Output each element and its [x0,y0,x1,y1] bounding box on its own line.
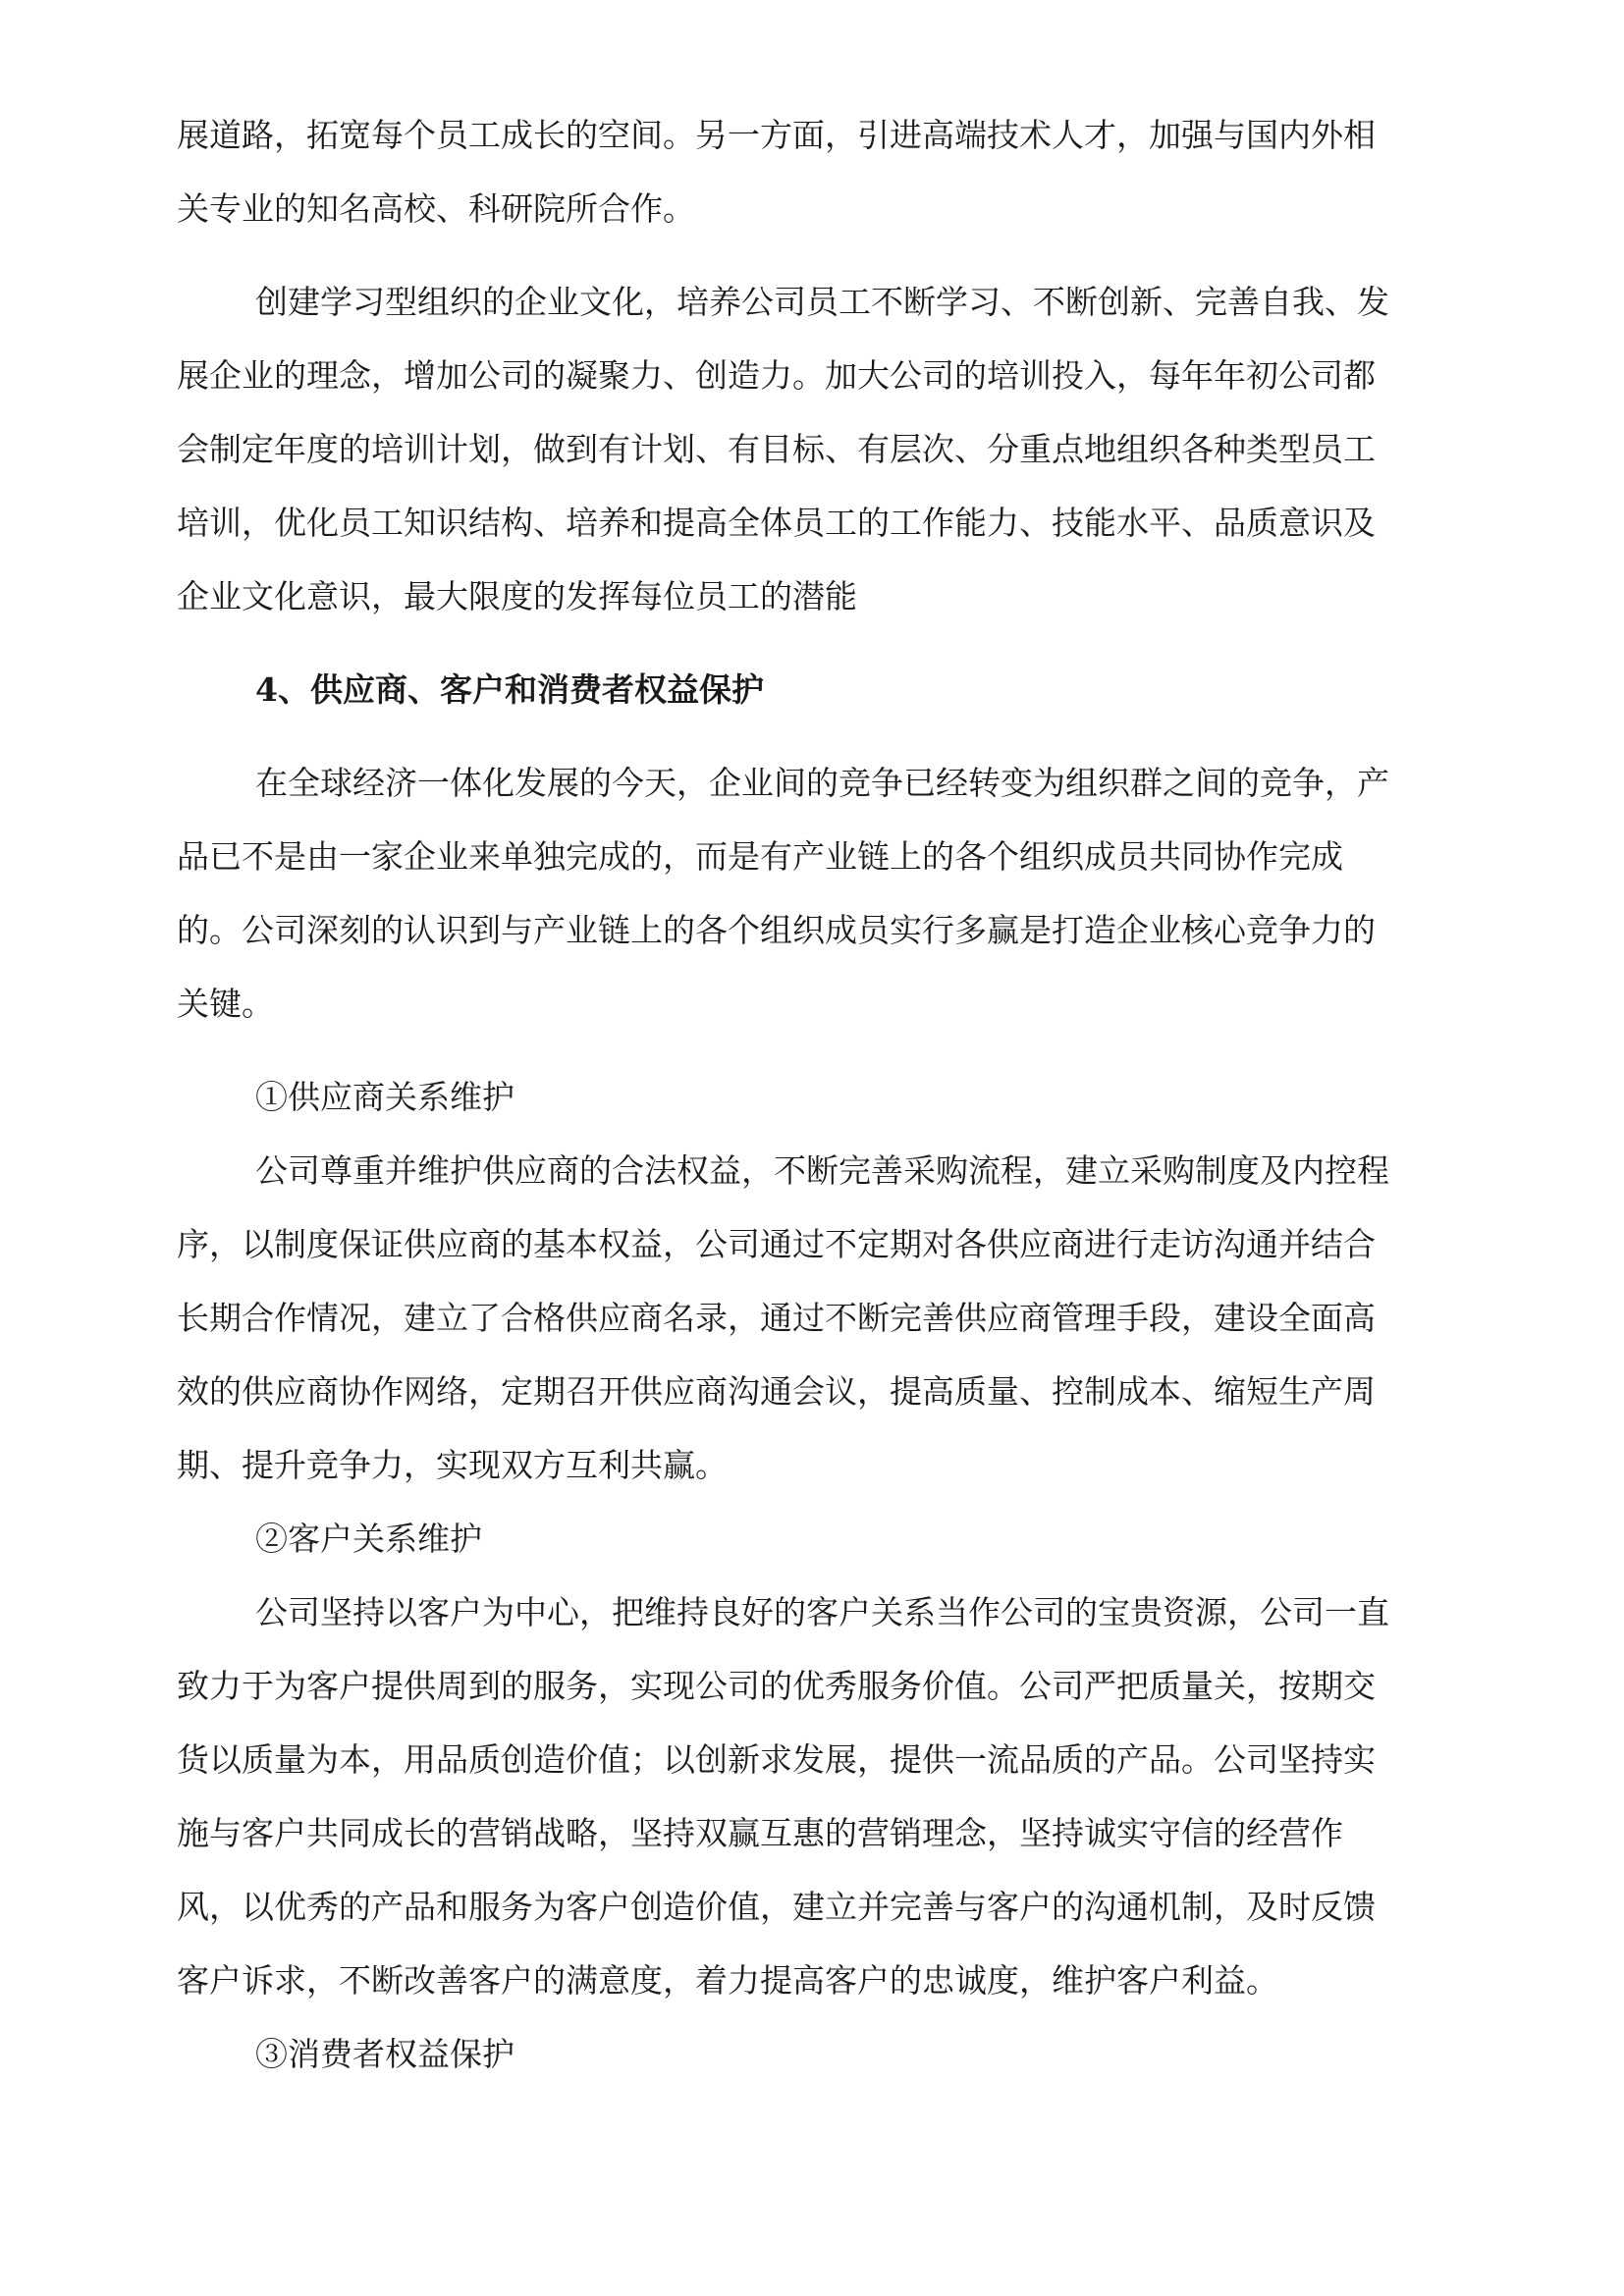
section-heading: 4、供应商、客户和消费者权益保护 [255,670,764,709]
paragraph-line: 效的供应商协作网络，定期召开供应商沟通会议，提高质量、控制成本、缩短生产周 [177,1372,1376,1411]
subsection-heading: ②客户关系维护 [255,1520,482,1558]
paragraph-line: 关键。 [177,985,274,1023]
paragraph-line: 品已不是由一家企业来单独完成的，而是有产业链上的各个组织成员共同协作完成 [177,837,1343,876]
paragraph-line: 培训，优化员工知识结构、培养和提高全体员工的工作能力、技能水平、品质意识及 [177,504,1376,542]
paragraph-line: 公司尊重并维护供应商的合法权益，不断完善采购流程，建立采购制度及内控程 [255,1151,1389,1190]
paragraph-line: 期、提升竞争力，实现双方互利共赢。 [177,1446,728,1484]
paragraph-line: 施与客户共同成长的营销战略，坚持双赢互惠的营销理念，坚持诚实守信的经营作 [177,1814,1343,1852]
subsection-heading: ①供应商关系维护 [255,1078,514,1116]
paragraph-line: 序，以制度保证供应商的基本权益，公司通过不定期对各供应商进行走访沟通并结合 [177,1225,1376,1263]
paragraph-line: 展企业的理念，增加公司的凝聚力、创造力。加大公司的培训投入，每年年初公司都 [177,356,1376,395]
paragraph-line: 致力于为客户提供周到的服务，实现公司的优秀服务价值。公司严把质量关，按期交 [177,1667,1376,1705]
paragraph-line: 公司坚持以客户为中心，把维持良好的客户关系当作公司的宝贵资源，公司一直 [255,1593,1389,1631]
subsection-heading: ③消费者权益保护 [255,2035,514,2073]
paragraph-line: 货以质量为本，用品质创造价值；以创新求发展，提供一流品质的产品。公司坚持实 [177,1740,1376,1779]
paragraph-line: 的。公司深刻的认识到与产业链上的各个组织成员实行多赢是打造企业核心竞争力的 [177,911,1376,949]
paragraph-line: 会制定年度的培训计划，做到有计划、有目标、有层次、分重点地组织各种类型员工 [177,430,1376,468]
paragraph-line: 长期合作情况，建立了合格供应商名录，通过不断完善供应商管理手段，建设全面高 [177,1299,1376,1337]
paragraph-line: 客户诉求，不断改善客户的满意度，着力提高客户的忠诚度，维护客户利益。 [177,1961,1278,2000]
paragraph-line: 展道路，拓宽每个员工成长的空间。另一方面，引进高端技术人才，加强与国内外相 [177,116,1376,154]
paragraph-line: 关专业的知名高校、科研院所合作。 [177,189,695,228]
paragraph-line: 创建学习型组织的企业文化，培养公司员工不断学习、不断创新、完善自我、发 [255,283,1389,321]
paragraph-line: 风，以优秀的产品和服务为客户创造价值，建立并完善与客户的沟通机制，及时反馈 [177,1888,1376,1926]
paragraph-line: 企业文化意识，最大限度的发挥每位员工的潜能 [177,577,857,615]
paragraph-line: 在全球经济一体化发展的今天，企业间的竞争已经转变为组织群之间的竞争，产 [255,764,1389,802]
